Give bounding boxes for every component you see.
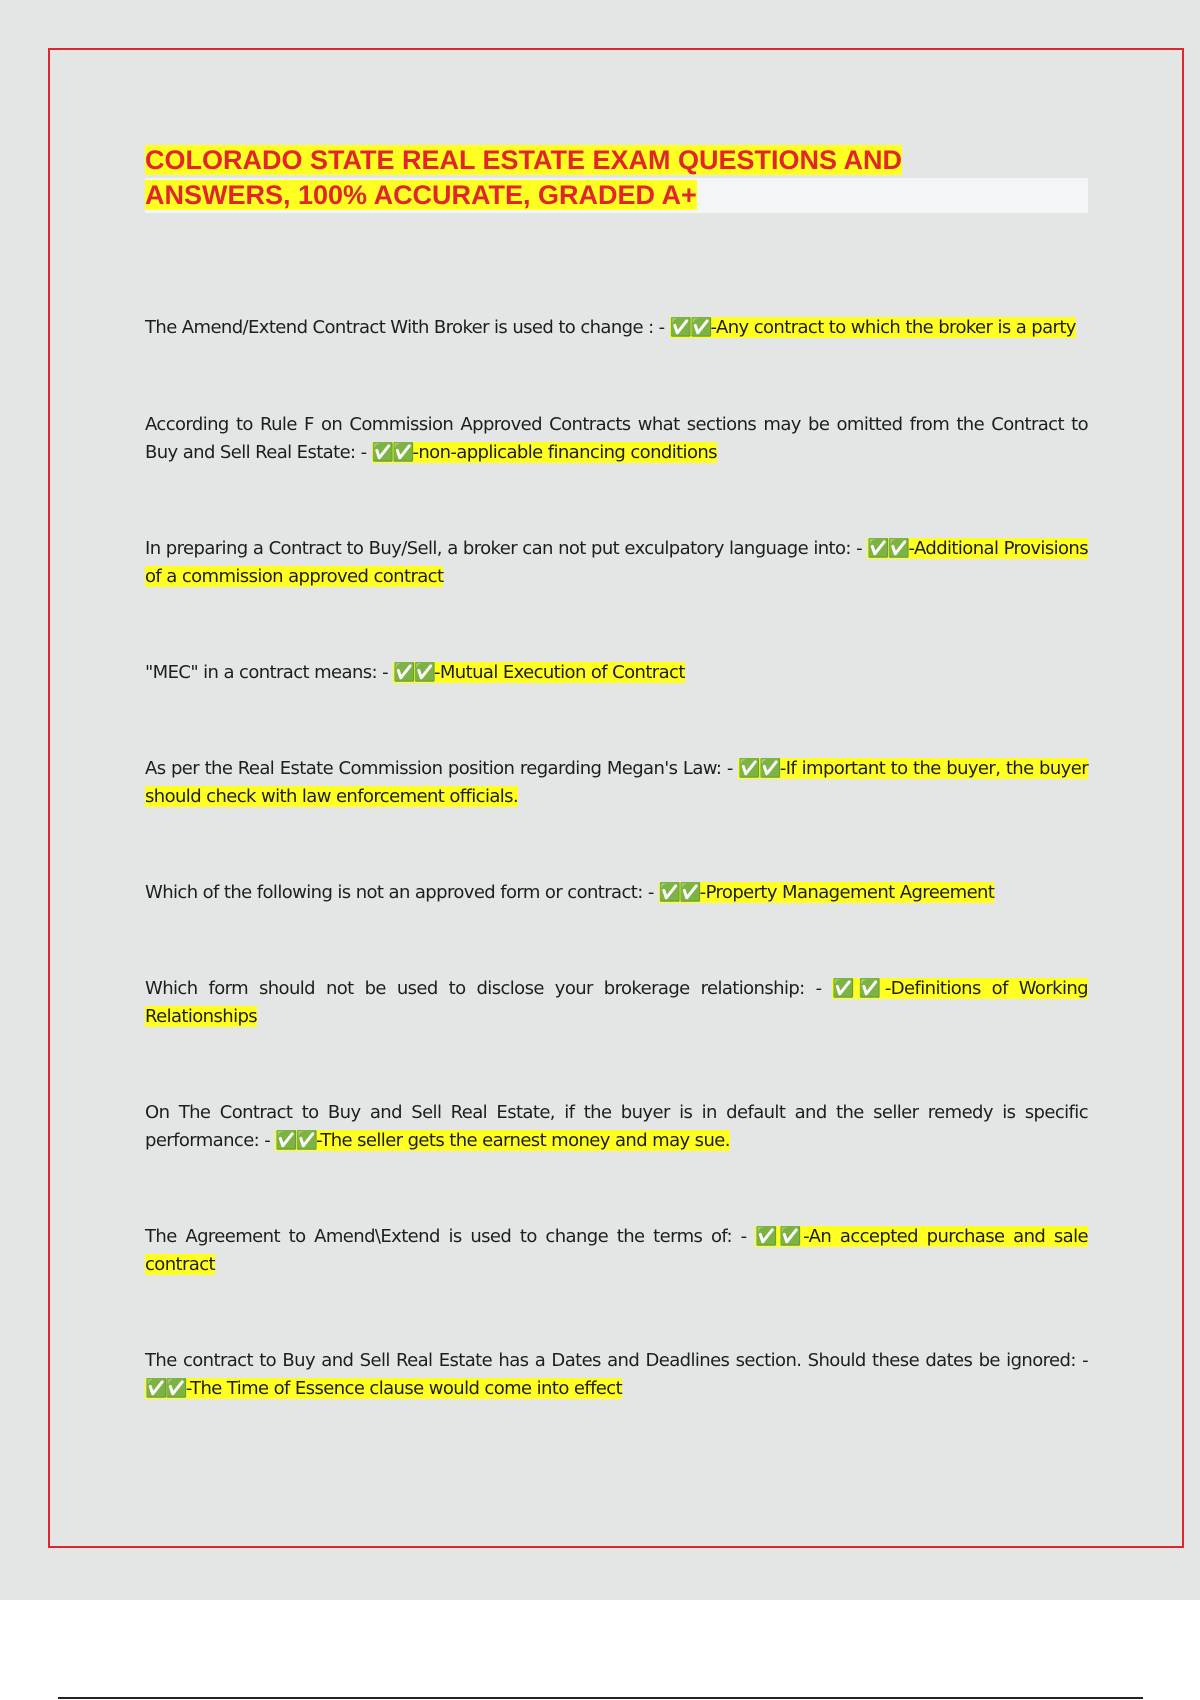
double-check-icon: ✅✅ <box>658 882 700 903</box>
answer-text: -Property Management Agreement <box>699 882 995 903</box>
qa-item <box>145 411 1088 467</box>
question-text: As per the Real Estate Commission position regarding Megan's Law: - <box>145 758 739 779</box>
question-text: The contract to Buy and Sell Real Estate has a Dates and Deadlines section. Should these dates be ignored: - <box>145 1350 1088 1371</box>
answer-highlight <box>659 882 994 903</box>
double-check-icon: ✅✅ <box>275 1130 317 1151</box>
answer-highlight <box>670 317 1076 338</box>
answer-text: -An accepted purchase and sale contract <box>145 1226 1088 1275</box>
answer-text: -Any contract to which the broker is a party <box>710 317 1076 338</box>
answer-text: -Additional Provisions of a commission approved contract <box>145 538 1089 587</box>
double-check-icon: ✅✅ <box>832 978 885 999</box>
double-check-icon: ✅✅ <box>755 1226 804 1247</box>
qa-item <box>145 879 1088 907</box>
question-text: According to Rule F on Commission Approved Contracts what sections may be omitted from the Contract to Buy and Sell Real Estate: - <box>145 414 1088 463</box>
document-title <box>145 143 1088 213</box>
double-check-icon: ✅✅ <box>371 442 413 463</box>
question-text: Which of the following is not an approved form or contract: - <box>145 882 659 903</box>
answer-highlight <box>372 442 717 463</box>
double-check-icon: ✅✅ <box>867 538 909 559</box>
question-text: On The Contract to Buy and Sell Real Estate, if the buyer is in default and the seller remedy is specific performance: - <box>145 1102 1088 1151</box>
answer-text: -The Time of Essence clause would come into effect <box>185 1378 623 1399</box>
qa-item <box>145 755 1088 811</box>
title-line-1: COLORADO STATE REAL ESTATE EXAM QUESTIONS AND <box>145 145 903 175</box>
double-check-icon: ✅✅ <box>145 1378 186 1399</box>
double-check-icon: ✅✅ <box>393 662 434 683</box>
question-text: The Amend/Extend Contract With Broker is used to change : - <box>145 317 670 338</box>
qa-item <box>145 975 1088 1031</box>
question-text: In preparing a Contract to Buy/Sell, a broker can not put exculpatory language into: - <box>145 538 868 559</box>
qa-item <box>145 535 1088 591</box>
qa-list <box>145 314 1088 1403</box>
answer-text: -Definitions of Working Relationships <box>145 978 1088 1027</box>
qa-item <box>145 314 1088 342</box>
question-text: The Agreement to Amend\Extend is used to change the terms of: - <box>145 1226 756 1247</box>
question-text: "MEC" in a contract means: - <box>145 662 394 683</box>
answer-text: -If important to the buyer, the buyer should check with law enforcement officials. <box>145 758 1089 807</box>
title-line-2: ANSWERS, 100% ACCURATE, GRADED A+ <box>145 180 697 210</box>
document-content <box>145 143 1088 1403</box>
qa-item <box>145 1223 1088 1279</box>
answer-text: -non-applicable financing conditions <box>412 442 717 463</box>
double-check-icon: ✅✅ <box>669 317 711 338</box>
qa-item <box>145 659 1088 687</box>
footer-divider <box>58 1697 1143 1699</box>
question-text: Which form should not be used to disclose your brokerage relationship: - <box>145 978 833 999</box>
answer-text: -Mutual Execution of Contract <box>433 662 685 683</box>
answer-highlight <box>393 662 685 683</box>
qa-item <box>145 1347 1088 1403</box>
qa-item <box>145 1099 1088 1155</box>
double-check-icon: ✅✅ <box>738 758 780 779</box>
answer-highlight <box>145 1378 622 1399</box>
answer-highlight <box>275 1130 730 1151</box>
answer-text: -The seller gets the earnest money and may sue. <box>316 1130 730 1151</box>
